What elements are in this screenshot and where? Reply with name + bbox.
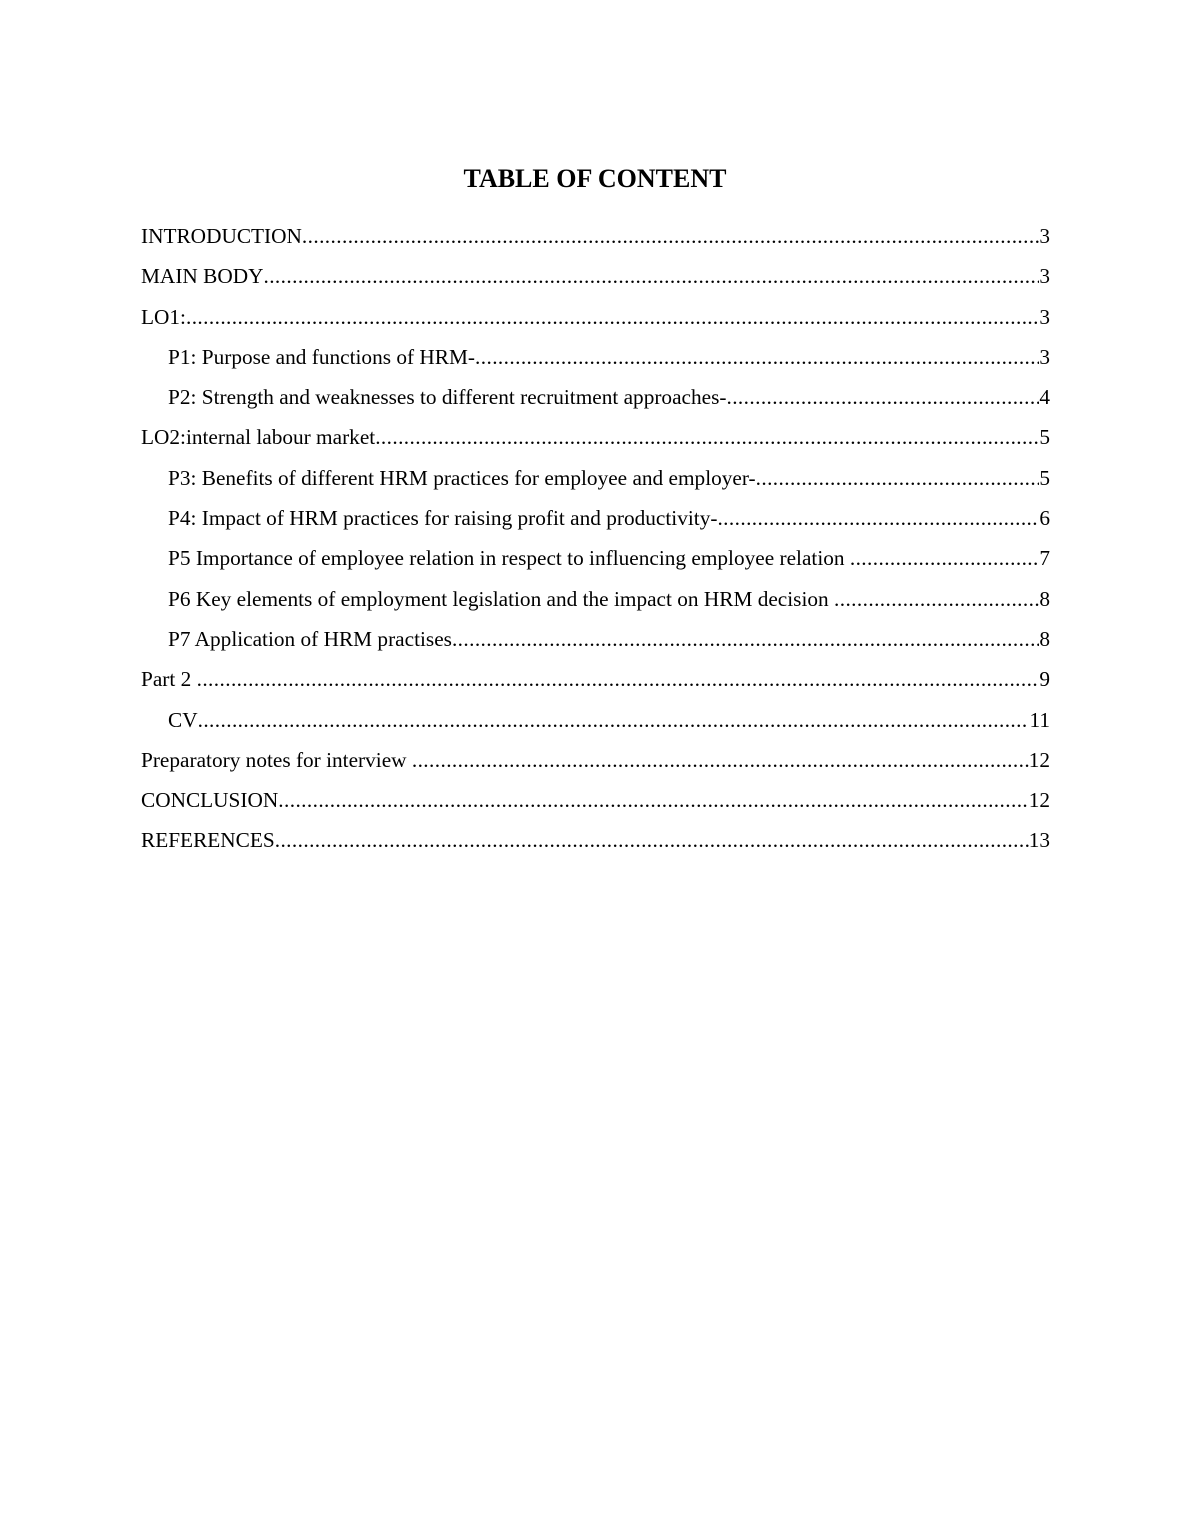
toc-entry[interactable] bbox=[141, 583, 1050, 623]
toc-entry-label: P3: Benefits of different HRM practices for employee and employer- bbox=[168, 465, 756, 490]
table-of-contents bbox=[141, 220, 1050, 865]
dot-leader bbox=[302, 220, 1039, 252]
toc-entry-label: P4: Impact of HRM practices for raising profit and productivity- bbox=[168, 506, 718, 531]
toc-entry-label: REFERENCES bbox=[141, 828, 275, 853]
toc-page-number: 13 bbox=[1028, 828, 1050, 853]
toc-entry[interactable] bbox=[141, 663, 1050, 703]
dot-leader bbox=[263, 260, 1039, 292]
toc-entry[interactable] bbox=[141, 744, 1050, 784]
toc-page-number: 8 bbox=[1039, 626, 1050, 651]
dot-leader bbox=[278, 784, 1028, 816]
toc-entry[interactable] bbox=[141, 824, 1050, 864]
toc-entry-label: MAIN BODY bbox=[141, 264, 264, 289]
toc-entry-label: LO2:internal labour market bbox=[141, 425, 376, 450]
toc-entry-label: P1: Purpose and functions of HRM- bbox=[168, 344, 476, 369]
dot-leader bbox=[412, 744, 1029, 776]
toc-entry-label: Preparatory notes for interview bbox=[141, 747, 412, 772]
dot-leader bbox=[756, 462, 1040, 494]
toc-page-number: 8 bbox=[1039, 586, 1050, 611]
toc-entry-label: P7 Application of HRM practises bbox=[168, 626, 452, 651]
toc-page-number: 12 bbox=[1028, 788, 1050, 813]
toc-page-number: 5 bbox=[1039, 425, 1050, 450]
toc-page-number: 3 bbox=[1039, 224, 1050, 248]
toc-entry-label: INTRODUCTION bbox=[141, 224, 302, 248]
page-title: TABLE OF CONTENT bbox=[463, 164, 727, 193]
toc-page-number: 9 bbox=[1039, 667, 1050, 692]
dot-leader bbox=[375, 421, 1039, 453]
toc-entry[interactable] bbox=[141, 341, 1050, 381]
toc-entry[interactable] bbox=[141, 502, 1050, 542]
dot-leader bbox=[275, 824, 1029, 856]
toc-page-number: 6 bbox=[1039, 506, 1050, 531]
toc-entry[interactable] bbox=[141, 704, 1050, 744]
toc-entry-label: P2: Strength and weaknesses to different recruitment approaches- bbox=[168, 385, 727, 410]
toc-entry-label: CONCLUSION bbox=[141, 788, 279, 813]
toc-page-number: 3 bbox=[1039, 264, 1050, 289]
toc-page-number: 12 bbox=[1028, 747, 1050, 772]
toc-page-number: 3 bbox=[1039, 344, 1050, 369]
dot-leader bbox=[850, 542, 1039, 574]
toc-entry-label: P6 Key elements of employment legislation and the impact on HRM decision bbox=[168, 586, 834, 611]
toc-entry[interactable] bbox=[141, 784, 1050, 824]
toc-entry[interactable] bbox=[141, 260, 1050, 300]
toc-entry[interactable] bbox=[141, 220, 1050, 260]
toc-entry[interactable] bbox=[141, 542, 1050, 582]
toc-page-number: 5 bbox=[1039, 465, 1050, 490]
toc-page-number: 7 bbox=[1039, 546, 1050, 571]
toc-page-number: 11 bbox=[1029, 707, 1050, 732]
dot-leader bbox=[717, 502, 1039, 534]
dot-leader bbox=[726, 381, 1039, 413]
toc-entry-label: Part 2 bbox=[141, 667, 197, 692]
toc-entry[interactable] bbox=[141, 421, 1050, 461]
toc-entry-label: CV bbox=[168, 707, 198, 732]
toc-entry[interactable] bbox=[141, 623, 1050, 663]
toc-page-number: 4 bbox=[1039, 385, 1050, 410]
dot-leader bbox=[834, 583, 1039, 615]
toc-entry[interactable] bbox=[141, 301, 1050, 341]
toc-page-number: 3 bbox=[1039, 304, 1050, 329]
dot-leader bbox=[197, 663, 1040, 695]
dot-leader bbox=[198, 704, 1030, 736]
toc-entry-label: LO1: bbox=[141, 304, 186, 329]
toc-entry[interactable] bbox=[141, 462, 1050, 502]
dot-leader bbox=[452, 623, 1039, 655]
dot-leader bbox=[475, 341, 1039, 373]
dot-leader bbox=[186, 301, 1039, 333]
toc-entry-label: P5 Importance of employee relation in respect to influencing employee relation bbox=[168, 546, 850, 571]
toc-entry[interactable] bbox=[141, 381, 1050, 421]
